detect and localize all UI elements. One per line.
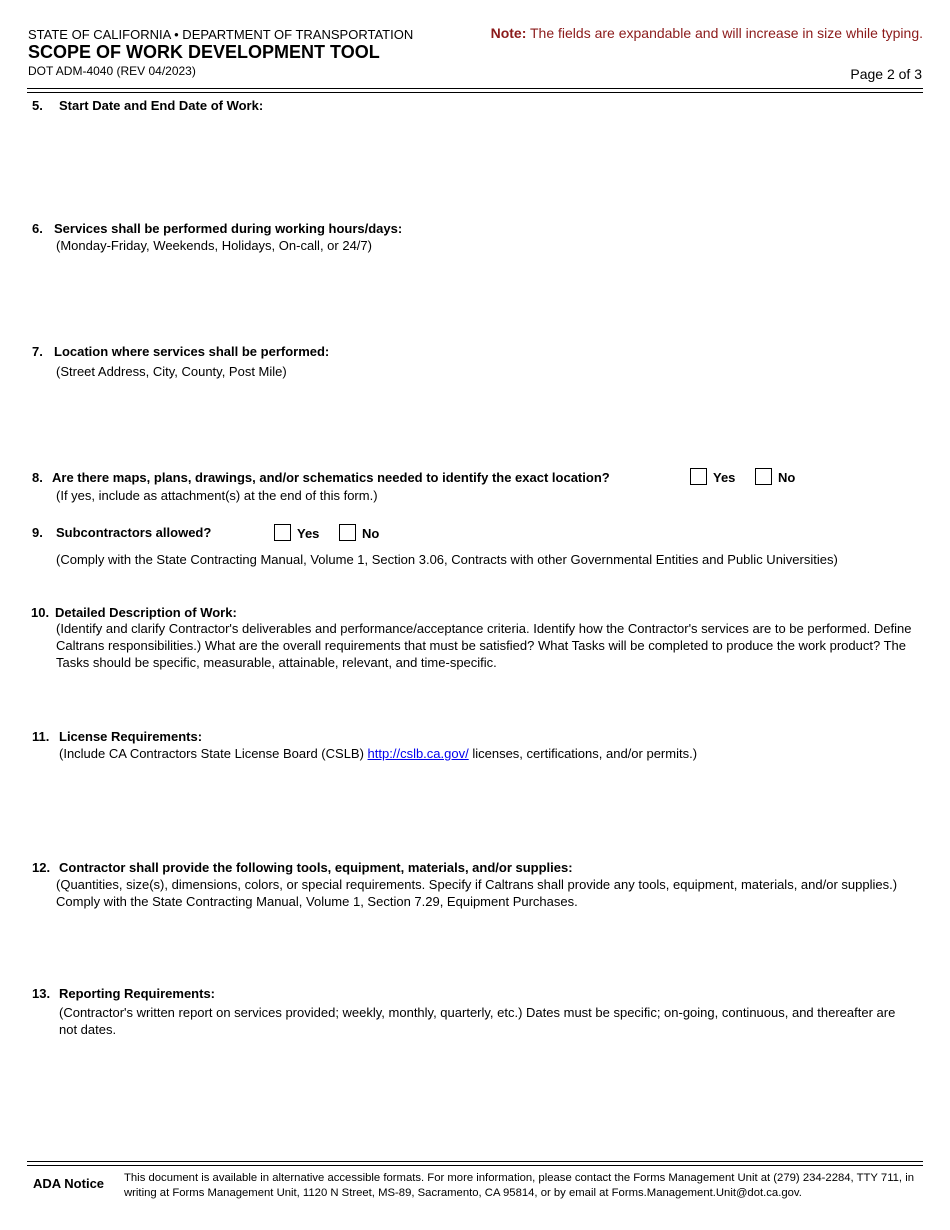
footer-divider-bottom: [27, 1165, 923, 1166]
question-11-hint: [59, 745, 697, 762]
page-title: SCOPE OF WORK DEVELOPMENT TOOL: [28, 42, 380, 62]
question-10-title: [31, 604, 237, 621]
license-requirements-field[interactable]: [56, 764, 922, 856]
question-8-title: [32, 469, 610, 486]
note-text: The fields are expandable and will increase in size while typing.: [530, 25, 923, 41]
question-number: 7.: [32, 344, 43, 359]
question-12-hint: (Quantities, size(s), dimensions, colors, or special requirements. Specify if Caltrans shall provide any tools, equipment, materials, and/or supplies.) Comply with the State Contracting Manual, Volume 1, Section 7.29, Equipment Purchases.: [56, 877, 898, 909]
question-label: Subcontractors allowed?: [56, 525, 212, 540]
expandable-note: [491, 25, 923, 41]
footer-divider-top: [27, 1161, 923, 1162]
question-number: 10.: [31, 605, 50, 620]
question-label: Reporting Requirements:: [59, 986, 216, 1001]
q9-yes-checkbox[interactable]: [274, 524, 291, 541]
q8-yes-label: Yes: [713, 470, 736, 485]
start-end-date-field[interactable]: [56, 118, 922, 218]
header-divider-top: [27, 88, 923, 89]
q8-no-checkbox[interactable]: [755, 468, 772, 485]
question-number: 12.: [32, 860, 51, 875]
hint-text-before: (Include CA Contractors State License Board (CSLB): [59, 746, 368, 761]
q9-yes-label: Yes: [297, 526, 320, 541]
question-11-title: [32, 728, 202, 745]
question-12-title: [32, 859, 573, 876]
question-number: 9.: [32, 525, 43, 540]
q9-yes-option[interactable]: [274, 524, 319, 543]
q8-yes-option[interactable]: [690, 468, 735, 487]
form-id: DOT ADM-4040 (REV 04/2023): [28, 64, 196, 78]
question-5-title: [32, 97, 263, 114]
question-13-hint: (Contractor's written report on services provided; weekly, monthly, quarterly, etc.) Dates must be specific; on-going, continuous, and thereafter are not dates.: [59, 1005, 896, 1037]
question-label: License Requirements:: [59, 729, 203, 744]
question-10-hint: (Identify and clarify Contractor's deliverables and performance/acceptance criteria. Identify how the Contractor's services are to be performed. Define Caltrans responsibilities.) What are the overall requirements that must be satisfied? What Tasks will be completed to produce the work product? The Tasks should be specific, measurable, attainable, relevant, and time-specific.: [56, 621, 912, 670]
question-number: 13.: [32, 986, 51, 1001]
working-hours-field[interactable]: [56, 256, 922, 340]
note-label: Note:: [490, 25, 527, 41]
reporting-requirements-field[interactable]: [56, 1042, 922, 1152]
q9-no-label: No: [362, 526, 380, 541]
question-6-hint: (Monday-Friday, Weekends, Holidays, On-call, or 24/7): [56, 238, 372, 253]
agency-name: STATE OF CALIFORNIA • DEPARTMENT OF TRANSPORTATION: [28, 27, 414, 42]
question-number: 8.: [32, 470, 43, 485]
header-divider-bottom: [27, 92, 923, 93]
ada-notice-text: This document is available in alternative accessible formats. For more information, please contact the Forms Management Unit at (279) 234-2284, TTY 711, in writing at Forms Management Unit, 1120 N Street, MS-89, Sacramento, CA 95814, or by email at Forms.Management.Unit@dot.ca.gov.: [124, 1172, 914, 1199]
question-number: 5.: [32, 98, 43, 113]
question-label: Location where services shall be performed:: [54, 344, 330, 359]
q9-no-checkbox[interactable]: [339, 524, 356, 541]
question-7-hint: (Street Address, City, County, Post Mile): [56, 364, 287, 379]
cslb-link[interactable]: http://cslb.ca.gov/: [367, 746, 469, 761]
question-9-title: [32, 524, 211, 541]
tools-equipment-field[interactable]: [56, 912, 922, 984]
question-9-hint: (Comply with the State Contracting Manual, Volume 1, Section 3.06, Contracts with other Governmental Entities and Public Universities): [56, 552, 838, 567]
question-13-title: [32, 985, 215, 1002]
question-label: Detailed Description of Work:: [55, 605, 237, 620]
question-label: Contractor shall provide the following tools, equipment, materials, and/or supplies:: [59, 860, 573, 875]
q9-no-option[interactable]: [339, 524, 379, 543]
question-label: Services shall be performed during working hours/days:: [54, 221, 403, 236]
question-6-title: [32, 220, 402, 237]
service-location-field[interactable]: [56, 382, 922, 464]
question-label: Start Date and End Date of Work:: [59, 98, 264, 113]
q8-no-option[interactable]: [755, 468, 795, 487]
ada-notice-label: ADA Notice: [33, 1176, 105, 1191]
question-number: 11.: [32, 729, 50, 744]
work-description-field[interactable]: [56, 674, 922, 729]
question-label: Are there maps, plans, drawings, and/or schematics needed to identify the exact location?: [52, 470, 610, 485]
q8-no-label: No: [778, 470, 796, 485]
page-number: Page 2 of 3: [850, 66, 922, 82]
question-8-hint: (If yes, include as attachment(s) at the end of this form.): [56, 488, 378, 503]
question-7-title: [32, 343, 329, 360]
hint-text-after: licenses, certifications, and/or permits.): [468, 746, 698, 761]
q8-yes-checkbox[interactable]: [690, 468, 707, 485]
question-number: 6.: [32, 221, 43, 236]
